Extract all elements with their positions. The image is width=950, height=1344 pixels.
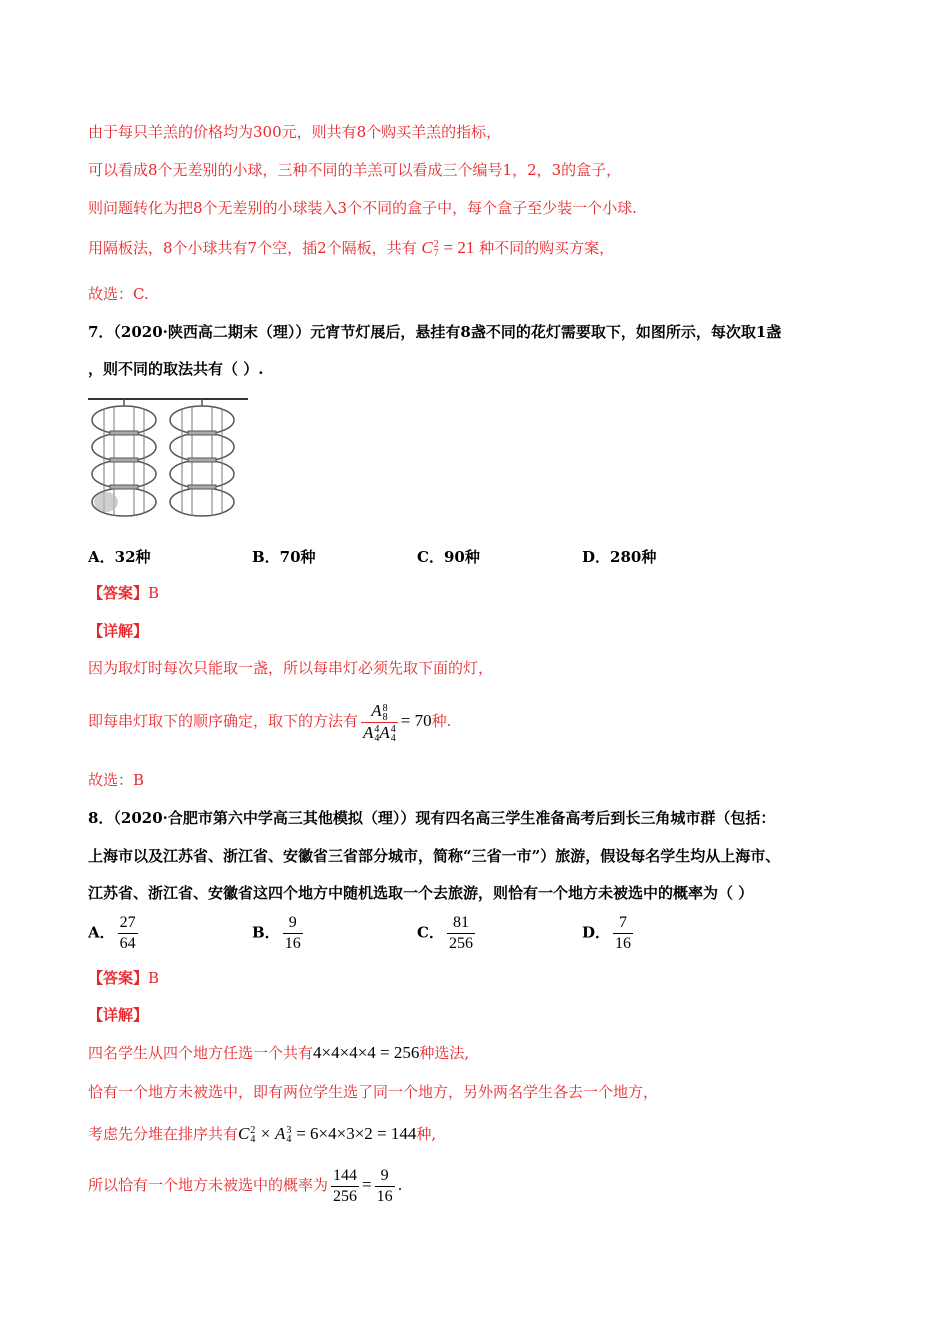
answer-label: 【答案】 (88, 969, 149, 987)
probability-fraction-1: $\frac{144}{256}$ (333, 1166, 358, 1205)
q8-stem-line-1: 8．（2020·合肥市第六中学高三其他模拟（理））现有四名高三学生准备高考后到长三角城市群（包括： (88, 809, 776, 827)
solution-line-4-pre: 用隔板法，8个小球共有7个空，插2个隔板，共有 (88, 239, 417, 257)
q8-option-b: B． $\frac{9}{16}$ (252, 914, 301, 952)
solution-line-3: 则问题转化为把8个无差别的小球装入3个不同的盒子中，每个盒子至少装一个小球. (88, 199, 637, 217)
arrangement-result: = 70 (400, 711, 432, 730)
q8-option-a: A． $\frac{27}{64}$ (88, 914, 136, 952)
combination-result: = 21 (443, 238, 475, 257)
q7-stem-line-2: ，则不同的取法共有（ ）. (88, 360, 264, 378)
solution-choice: 故选：C. (88, 285, 149, 303)
q7-detail-line-2-post: 种. (431, 712, 452, 730)
q7-detail-line-2 (88, 698, 451, 744)
q8-option-c: C． $\frac{81}{256}$ (417, 914, 473, 952)
q7-option-a: A．32种 (88, 548, 151, 566)
q8-detail-line-1: 四名学生从四个地方任选一个共有4×4×4×4 = 256种选法, (88, 1043, 470, 1062)
lantern-icon (170, 433, 234, 461)
solution-line-4 (88, 238, 614, 258)
q7-detail-line-1: 因为取灯时每次只能取一盏，所以每串灯必须先取下面的灯， (88, 659, 494, 677)
q8-detail-line-3: 考虑先分堆在排序共有C 2 4 × A 3 4 = 6×4×3×2 = 144种, (88, 1124, 437, 1146)
total-count-formula: 4×4×4×4 = 256 (313, 1043, 420, 1062)
lantern-icon (170, 488, 234, 516)
grouping-formula: C 2 4 × A 3 4 (238, 1124, 292, 1146)
q8-detail-line-4: 所以恰有一个地方未被选中的概率为 $\frac{144}{256}$ = $\frac{9}{16}$ . (88, 1166, 403, 1205)
solution-line-1: 由于每只羊羔的价格均为300元，则共有8个购买羊羔的指标， (88, 123, 502, 141)
lantern-icon (170, 406, 234, 434)
solution-line-4-post: 种不同的购买方案， (479, 239, 615, 257)
q7-stem-line-1: 7．（2020·陕西高二期末（理））元宵节灯展后，悬挂有8盏不同的花灯需要取下，如图所示，每次取1盏 (88, 323, 782, 341)
lantern-icon (170, 460, 234, 488)
lantern-icon (92, 433, 156, 461)
q7-option-d: D．280种 (582, 548, 657, 566)
answer-value: B (148, 969, 160, 987)
q8-detail-label: 【详解】 (88, 1006, 149, 1024)
lantern-figure (88, 395, 248, 530)
q8-option-d: D． $\frac{7}{16}$ (582, 914, 632, 952)
arrangement-fraction: A 8 8 A 4 4 A 4 4 (363, 701, 396, 744)
q7-choice: 故选：B (88, 771, 145, 789)
q7-answer (88, 583, 159, 603)
probability-fraction-2: $\frac{9}{16}$ (376, 1166, 393, 1205)
q8-stem-line-3: 江苏省、浙江省、安徽省这四个地方中随机选取一个去旅游，则恰有一个地方未被选中的概率为（ ） (88, 884, 754, 902)
lantern-icon (92, 406, 156, 434)
q8-answer (88, 968, 159, 988)
answer-label: 【答案】 (88, 584, 149, 602)
q7-detail-label: 【详解】 (88, 622, 149, 640)
q7-option-c: C．90种 (417, 548, 480, 566)
q7-option-b: B．70种 (252, 548, 316, 566)
lantern-icon (92, 460, 156, 488)
q8-detail-line-2: 恰有一个地方未被选中，即有两位学生选了同一个地方，另外两名学生各去一个地方， (88, 1083, 659, 1101)
answer-value: B (148, 584, 160, 602)
combination-formula: C 2 7 (421, 238, 439, 260)
solution-line-2: 可以看成8个无差别的小球，三种不同的羊羔可以看成三个编号1，2，3的盒子， (88, 161, 622, 179)
q7-detail-line-2-pre: 即每串灯取下的顺序确定，取下的方法有 (88, 712, 359, 730)
q8-stem-line-2: 上海市以及江苏省、浙江省、安徽省三省部分城市，简称“三省一市”）旅游，假设每名学生均从上海市、 (88, 847, 781, 865)
